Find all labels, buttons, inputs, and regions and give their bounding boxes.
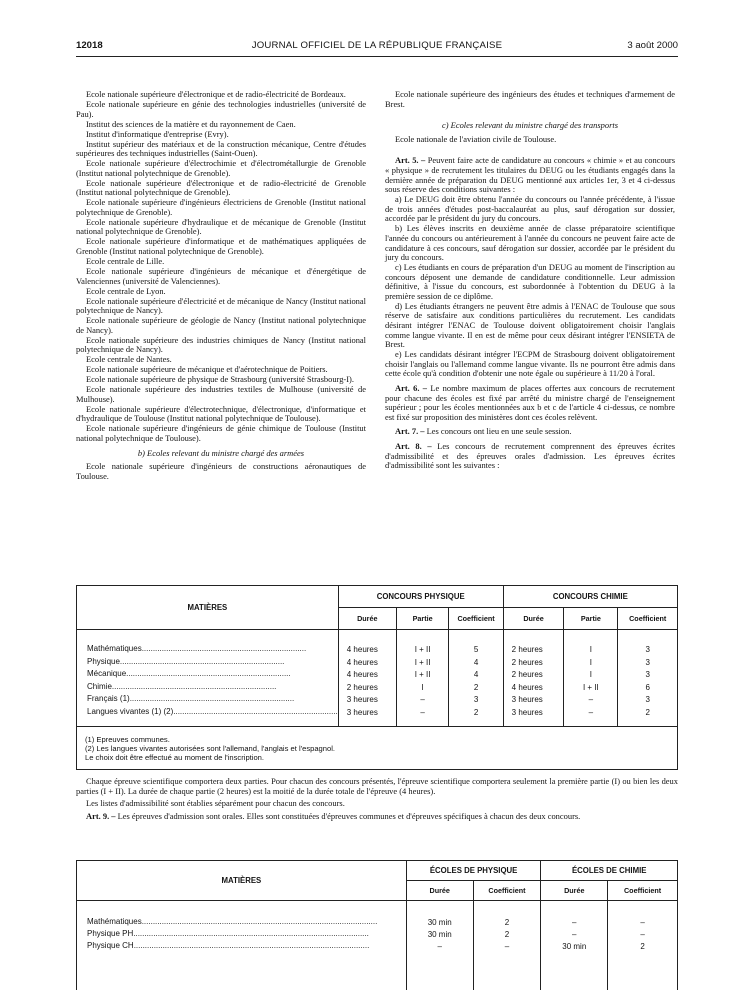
sub-header: Partie xyxy=(564,608,618,630)
article-label: Art. 6. – xyxy=(395,382,428,393)
school-entry: Ecole centrale de Lyon. xyxy=(86,285,166,296)
cell-coefficient: 4 xyxy=(449,656,503,669)
table-row: Français (1).......................................................................... 3 heures – 3 3 heures – 3 xyxy=(77,694,678,707)
school-entry: Ecole nationale supérieure des ingénieurs des études et techniques d'armement de Brest. xyxy=(385,89,675,109)
sub-header: Coefficient xyxy=(473,881,541,901)
cell-partie: I + II xyxy=(396,669,449,682)
cell-coefficient: 2 xyxy=(618,706,678,719)
subheading-transports: c) Ecoles relevant du ministre chargé des transports xyxy=(442,120,618,131)
note: (1) Epreuves communes. xyxy=(85,734,170,744)
cell-partie: I + II xyxy=(564,681,618,694)
cell-duree: 2 heures xyxy=(503,656,564,669)
sub-header: Coefficient xyxy=(618,608,678,630)
row-matiere: Chimie xyxy=(87,681,112,691)
cell-duree: 30 min xyxy=(541,941,608,953)
subheading-armees: b) Ecoles relevant du ministre chargé des armées xyxy=(137,447,305,458)
post-table-text xyxy=(76,777,678,821)
cell-partie: I + II xyxy=(396,644,449,657)
header-rule xyxy=(76,56,678,57)
left-column xyxy=(76,90,366,482)
cell-coefficient: 2 xyxy=(473,917,541,929)
row-matiere: Mathématiques xyxy=(87,917,142,926)
school-entry: Ecole nationale supérieure d'ingénieurs de constructions aéronautiques de Toulouse. xyxy=(76,461,366,481)
cell-partie: I + II xyxy=(396,656,449,669)
condition-c: c) Les étudiants en cours de préparation d'un DEUG au moment de l'inscription au concours déposent une demande de candidature conditionnelle. Leur admission définitive, à l'issue du concours, est subordonnée à l'obtention du DEUG à la première session de ce diplôme. xyxy=(385,262,675,301)
cell-duree: – xyxy=(541,917,608,929)
article-text: Les concours de recrutement comprennent des épreuves écrites d'admissibilité et des épreuves orales d'admission. Les épreuves écrites d'admissibilité sont les suivantes : xyxy=(385,440,676,471)
sub-header: Durée xyxy=(541,881,608,901)
article-9 xyxy=(76,812,678,822)
condition-e: e) Les candidats désirant intégrer l'ECPM de Strasbourg doivent obligatoirement choisir l'anglais ou l'allemand comme langue vivante. Ils ne pourront être admis dans cette école qu'à condition d'obtenir une note égale ou supérieure à 11/20 à l'oral. xyxy=(385,349,675,379)
cell-coefficient: – xyxy=(608,929,678,941)
row-matiere: Physique CH xyxy=(87,941,134,950)
note: Le choix doit être effectué au moment de l'inscription. xyxy=(85,752,265,762)
cell-coefficient: 5 xyxy=(449,644,503,657)
row-matiere: Langues vivantes (1) (2) xyxy=(87,706,174,716)
cell-coefficient: 3 xyxy=(618,694,678,707)
cell-duree: 3 heures xyxy=(503,706,564,719)
table-row: Langues vivantes (1) (2).......................................................................... 3 heures – 2 3 heures – 2 xyxy=(77,706,678,719)
group-header-physique: CONCOURS PHYSIQUE xyxy=(338,586,503,608)
article-label: Art. 7. – xyxy=(395,426,425,437)
condition-a: a) Le DEUG doit être obtenu l'année du concours ou l'année précédente, à l'issue de trois années d'études post-baccalauréat au plus, sauf dérogation sur dossier, accordée par le président du jury du concours. xyxy=(385,194,675,224)
table-row: Chimie.......................................................................... 2 heures I 2 4 heures I + II 6 xyxy=(77,681,678,694)
cell-duree: 2 heures xyxy=(338,681,396,694)
table-row: Physique.......................................................................... 4 heures I + II 4 2 heures I 3 xyxy=(77,656,678,669)
cell-coefficient: – xyxy=(473,941,541,953)
group-header-physique: ÉCOLES DE PHYSIQUE xyxy=(406,861,541,881)
school-entry: Ecole nationale supérieure de mécanique et d'aérotechnique de Poitiers. xyxy=(86,364,328,375)
cell-duree: – xyxy=(541,929,608,941)
cell-coefficient: 2 xyxy=(473,929,541,941)
table-row: Physique PH.......................................................................................................... 30 min 2 – – xyxy=(77,929,678,941)
cell-coefficient: 6 xyxy=(618,681,678,694)
article-text: Peuvent faire acte de candidature au concours « chimie » et au concours « physique » de recrutement les titulaires du DEUG ou les étudiants engagés dans la dernière année de préparation du DEUG mentionné aux articles 1er, 3 et 4 ci-dessus sous réserve des conditions suivantes : xyxy=(385,155,676,195)
school-entry: Institut supérieur des matériaux et de la construction mécanique, Centre d'études supérieures des techniques industrielles (Saint-Ouen). xyxy=(76,138,366,159)
row-matiere: Physique xyxy=(87,656,120,666)
sub-header: Coefficient xyxy=(449,608,503,630)
article-text: Les épreuves d'admission sont orales. Elles sont constituées d'épreuves communes et d'épreuves spécifiques à chacun des deux concours. xyxy=(117,810,581,821)
school-entry: Ecole nationale supérieure des industries chimiques de Nancy (Institut national polytechnique de Nancy). xyxy=(76,334,366,355)
article-6 xyxy=(385,384,675,422)
cell-partie: I xyxy=(564,656,618,669)
cell-duree: 4 heures xyxy=(503,681,564,694)
school-entry: Ecole nationale supérieure d'électrotechnique, d'électronique, d'informatique et d'hydraulique de Toulouse (Institut national polytechnique de Toulouse). xyxy=(76,403,366,424)
school-entry: Ecole nationale supérieure d'ingénieurs de génie chimique de Toulouse (Institut national polytechnique de Toulouse). xyxy=(76,423,366,443)
article-label: Art. 8. – xyxy=(395,440,432,451)
cell-partie: – xyxy=(396,694,449,707)
cell-duree: 3 heures xyxy=(338,694,396,707)
sub-header: Durée xyxy=(503,608,564,630)
sub-header: Coefficient xyxy=(608,881,678,901)
table-row: Mathématiques.......................................................................... 4 heures I + II 5 2 heures I 3 xyxy=(77,644,678,657)
cell-duree: 4 heures xyxy=(338,644,396,657)
cell-coefficient: 2 xyxy=(449,706,503,719)
cell-coefficient: 2 xyxy=(449,681,503,694)
condition-b: b) Les élèves inscrits en deuxième année de classe préparatoire scientifique l'année du concours ou antérieurement à l'année du concours ne peuvent faire acte de candidature à ces concours, sauf dérogation sur dossier, accordée par le président du jury du concours. xyxy=(385,223,675,263)
right-column xyxy=(385,90,675,471)
school-entry: Ecole nationale supérieure de géologie de Nancy (Institut national polytechnique de Nancy). xyxy=(76,315,366,335)
school-entry: Ecole nationale supérieure d'électrochimie et d'électrométallurgie de Grenoble (Institut national polytechnique de Grenoble). xyxy=(76,158,366,178)
cell-duree: – xyxy=(406,941,473,953)
sub-header: Durée xyxy=(338,608,396,630)
school-entry: Ecole nationale supérieure d'hydraulique et de mécanique de Grenoble (Institut national polytechnique de Grenoble). xyxy=(76,216,366,237)
cell-partie: – xyxy=(564,694,618,707)
sub-header: Durée xyxy=(406,881,473,901)
cell-duree: 3 heures xyxy=(338,706,396,719)
cell-partie: I xyxy=(564,644,618,657)
cell-duree: 3 heures xyxy=(503,694,564,707)
publication-date: 3 août 2000 xyxy=(627,40,678,51)
school-entry: Ecole nationale supérieure des industries textiles de Mulhouse (université de Mulhouse). xyxy=(76,384,366,404)
article-text: Le nombre maximum de places offertes aux concours de recrutement pour chacune des écoles est fixé par arrêté du ministre chargé de l'enseignement supérieur ; pour les écoles mentionnées aux b et c de l'article 4 ci-dessus, ce nombre est fixé sur proposition des ministères dont ces écoles relèvent. xyxy=(385,382,675,422)
school-entry: Ecole nationale supérieure d'informatique et de mathématiques appliquées de Grenoble (Institut national polytechnique de Grenoble). xyxy=(76,236,366,257)
cell-coefficient: 3 xyxy=(618,644,678,657)
cell-duree: 2 heures xyxy=(503,669,564,682)
page-header xyxy=(76,40,678,54)
cell-coefficient: 4 xyxy=(449,669,503,682)
school-entry: Institut d'informatique d'entreprise (Evry). xyxy=(86,128,229,139)
article-8 xyxy=(385,442,675,471)
school-entry: Ecole nationale supérieure d'électricité et de mécanique de Nancy (Institut national polytechnique de Nancy). xyxy=(76,295,366,316)
school-entry: Ecole nationale supérieure d'ingénieurs électriciens de Grenoble (Institut national polytechnique de Grenoble). xyxy=(76,197,366,217)
cell-coefficient: 3 xyxy=(449,694,503,707)
column-header-matieres: MATIÈRES xyxy=(77,861,407,901)
table-row: Mécanique.......................................................................... 4 heures I + II 4 2 heures I 3 xyxy=(77,669,678,682)
row-matiere: Français (1) xyxy=(87,694,130,704)
school-entry: Ecole nationale supérieure d'électronique et de radio-électricité de Bordeaux. xyxy=(86,89,346,99)
school-entry: Ecole nationale supérieure d'électronique et de radio-électricité de Grenoble (Institut national polytechnique de Grenoble). xyxy=(76,177,366,198)
school-entry: Ecole nationale supérieure en génie des technologies industrielles (université de Pau). xyxy=(76,98,366,119)
article-label: Art. 5. – xyxy=(395,155,426,166)
cell-partie: – xyxy=(396,706,449,719)
cell-duree: 30 min xyxy=(406,929,473,941)
cell-coefficient: 2 xyxy=(608,941,678,953)
table-row: Physique CH.......................................................................................................... – – 30 min 2 xyxy=(77,941,678,953)
row-matiere: Physique PH xyxy=(87,929,134,938)
paragraph: Les listes d'admissibilité sont établies séparément pour chacun des concours. xyxy=(86,798,345,809)
cell-duree: 4 heures xyxy=(338,669,396,682)
cell-duree: 2 heures xyxy=(503,644,564,657)
note: (2) Les langues vivantes autorisées sont l'allemand, l'anglais et l'espagnol. xyxy=(85,743,336,753)
article-label: Art. 9. – xyxy=(86,810,116,821)
group-header-chimie: CONCOURS CHIMIE xyxy=(503,586,677,608)
group-header-chimie: ÉCOLES DE CHIMIE xyxy=(541,861,678,881)
cell-partie: – xyxy=(564,706,618,719)
article-5 xyxy=(385,156,675,194)
sub-header: Partie xyxy=(396,608,449,630)
page-number: 12018 xyxy=(76,40,103,51)
written-exams-table xyxy=(76,585,678,770)
cell-coefficient: 3 xyxy=(618,669,678,682)
oral-exams-table xyxy=(76,860,678,990)
row-matiere: Mécanique xyxy=(87,669,127,679)
school-entry: Ecole nationale supérieure de physique de Strasbourg (université Strasbourg-I). xyxy=(86,374,354,385)
row-matiere: Mathématiques xyxy=(87,644,142,654)
school-entry: Institut des sciences de la matière et du rayonnement de Caen. xyxy=(86,118,296,129)
cell-partie: I xyxy=(396,681,449,694)
column-header-matieres: MATIÈRES xyxy=(77,586,339,630)
school-entry: Ecole nationale supérieure d'ingénieurs de mécanique et d'énergétique de Valenciennes (université de Valenciennes). xyxy=(76,265,366,286)
cell-duree: 4 heures xyxy=(338,656,396,669)
table-notes xyxy=(77,727,678,770)
table-row: Mathématiques.......................................................................................................... 30 min 2 – – xyxy=(77,917,678,929)
cell-partie: I xyxy=(564,669,618,682)
cell-coefficient: 3 xyxy=(618,656,678,669)
cell-duree: 30 min xyxy=(406,917,473,929)
school-entry: Ecole centrale de Lille. xyxy=(86,256,165,266)
condition-d: d) Les étudiants étrangers ne peuvent être admis à l'ENAC de Toulouse que sous réserve de satisfaire aux conditions particulières du recrutement. Les candidats désirant intégrer l'ENAC de Toulouse doivent obligatoirement choisir l'anglais comme langue vivante. Il en est de même pour ceux désirant intégrer l'ENSIETA de Brest. xyxy=(385,300,675,350)
school-entry: Ecole nationale de l'aviation civile de Toulouse. xyxy=(395,133,557,144)
cell-coefficient: – xyxy=(608,917,678,929)
article-text: Les concours ont lieu en une seule session. xyxy=(426,426,572,437)
paragraph: Chaque épreuve scientifique comportera deux parties. Pour chacun des concours présentés, l'épreuve scientifique comportera seulement la première partie (I) ou bien les deux parties (I + II). La durée de chaque partie (2 heures) est la moitié de la durée totale de l'épreuve (4 heures). xyxy=(76,776,678,796)
article-7 xyxy=(385,427,675,437)
school-entry: Ecole centrale de Nantes. xyxy=(86,354,172,365)
journal-title: JOURNAL OFFICIEL DE LA RÉPUBLIQUE FRANÇAISE xyxy=(251,40,503,51)
